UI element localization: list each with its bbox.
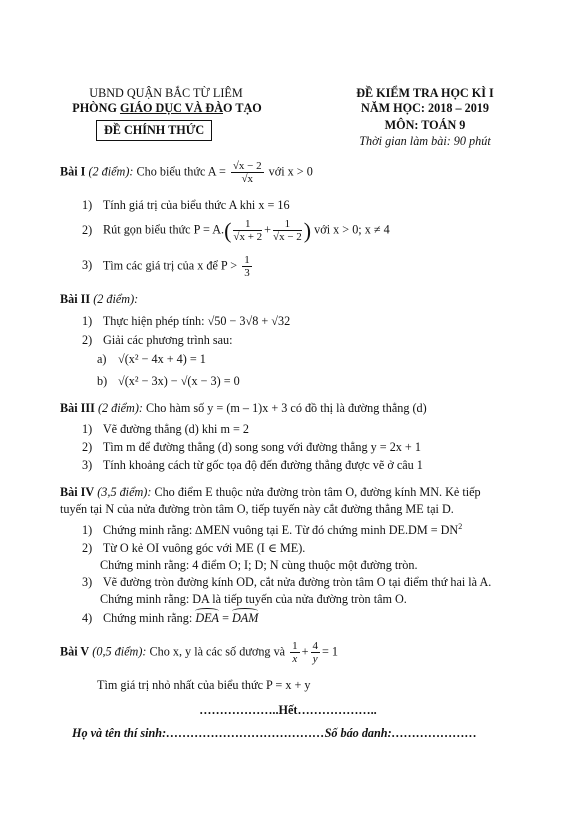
item-text: Vẽ đường thẳng (d) khi m = 2 [102, 422, 250, 436]
item-number: 1) [82, 422, 93, 436]
bai4-intro-1: Cho điểm E thuộc nửa đường tròn tâm O, đường kính MN. Kẻ tiếp [154, 485, 481, 499]
bai2-item-1 [82, 314, 290, 329]
item-text: Tính giá trị của biểu thức A khi x = 16 [102, 198, 290, 212]
bai5-intro: Cho x, y là các số dương và [149, 644, 286, 659]
bai1-A-fraction [231, 160, 264, 185]
item-number: 1) [82, 314, 93, 328]
bai4-item-1 [82, 522, 462, 538]
equals-one: = 1 [322, 644, 339, 659]
bai1-heading [60, 160, 313, 185]
candidate-id-field: Số báo danh:………………… [324, 726, 477, 740]
equals-sign: = [222, 611, 229, 625]
bai4-item-2-cont: Chứng minh rằng: 4 điểm O; I; D; N cùng thuộc một đường tròn. [100, 558, 418, 572]
bai1-points: (2 điểm): [88, 164, 134, 179]
bai2-item-2 [82, 333, 233, 348]
bai1-intro: Cho biểu thức A = [136, 164, 226, 179]
bai3-label: Bài III [60, 401, 95, 415]
header-left-line2-underlined: GIÁO DỤC VÀ ĐÀ [119, 101, 224, 115]
arc-dea: DEA [195, 611, 220, 625]
bai4-item-3-cont: Chứng minh rằng: DA là tiếp tuyến của nửa đường tròn tâm O. [100, 592, 407, 606]
header-right-line1: ĐỀ KIỂM TRA HỌC KÌ I [356, 86, 494, 100]
bai5-task: Tìm giá trị nhỏ nhất của biểu thức P = x + y [97, 678, 311, 692]
item-number: 2) [82, 333, 93, 347]
bai1-condition: với x > 0 [268, 164, 313, 179]
bai4-item-3 [82, 575, 491, 590]
arc-dam: DAM [231, 611, 259, 625]
official-badge: ĐỀ CHÍNH THỨC [96, 120, 212, 141]
item-text: Giải các phương trình sau: [103, 333, 233, 347]
item-text: Chứng minh rằng: [103, 611, 193, 625]
item-number: 3) [82, 575, 93, 589]
bai2-sub-b [97, 374, 240, 389]
item-text: Thực hiện phép tính: [102, 314, 205, 328]
denominator: y [312, 653, 318, 666]
sub-expression: √(x² − 3x) − √(x − 3) = 0 [118, 374, 240, 388]
bai3-points: (2 điểm): [97, 401, 143, 415]
item-text: Tìm các giá trị của x để P > [102, 258, 238, 273]
bai1-item-1 [82, 198, 290, 213]
header-right-line4: Thời gian làm bài: 90 phút [359, 134, 491, 148]
numerator: 1 [292, 640, 298, 652]
bai5-points: (0,5 điểm): [92, 644, 147, 659]
bai3-item-1 [82, 422, 249, 437]
paren-open: ( [224, 218, 232, 243]
bai2-sub-a [97, 352, 206, 367]
bai1-p-fraction-2 [273, 218, 302, 243]
header-left-line2 [56, 101, 278, 116]
item-text: Từ O kẻ OI vuông góc với ME (I ∈ ME). [102, 541, 306, 555]
item-text: Rút gọn biểu thức P = A. [103, 222, 225, 237]
superscript: 2 [458, 522, 463, 531]
bai4-heading [60, 485, 481, 500]
item-condition: với x > 0; x ≠ 4 [314, 222, 390, 237]
sub-label: b) [97, 374, 108, 388]
bai1-item-3 [82, 254, 254, 279]
footer-fields [72, 726, 477, 741]
bai1-A-numerator: √x − 2 [232, 160, 262, 172]
bai3-intro: Cho hàm số y = (m – 1)x + 3 có đồ thị là đường thẳng (d) [146, 401, 427, 415]
bai4-intro-2: tuyến tại N của nửa đường tròn tâm O, tiếp tuyến này cắt đường thẳng ME tại D. [60, 502, 454, 516]
paren-close: ) [303, 218, 312, 243]
item-text: Tìm m để đường thẳng (d) song song với đường thẳng y = 2x + 1 [102, 440, 421, 454]
bai1-item-2 [82, 217, 390, 245]
numerator: 1 [273, 218, 302, 231]
numerator: 1 [233, 218, 262, 231]
bai2-heading [60, 292, 138, 307]
denominator: 3 [244, 267, 250, 280]
bai4-item-4 [82, 611, 258, 626]
numerator: 1 [244, 254, 250, 266]
plus-sign: + [301, 644, 309, 659]
item-number: 1) [82, 198, 93, 212]
bai1-A-denominator: √x [241, 173, 254, 186]
bai3-item-3 [82, 458, 423, 473]
bai5-fraction-1 [290, 640, 300, 665]
bai5-label: Bài V [60, 644, 90, 659]
item-number: 2) [82, 541, 93, 555]
denominator: x [292, 653, 298, 666]
bai3-item-2 [82, 440, 421, 455]
sub-expression: √(x² − 4x + 4) = 1 [118, 352, 206, 366]
item-text: Chứng minh rằng: ∆MEN vuông tại E. Từ đó chứng minh DE.DM = DN [103, 523, 459, 538]
header-right-line3: MÔN: TOÁN 9 [384, 118, 466, 132]
bai2-label: Bài II [60, 292, 91, 306]
header-right-line2: NĂM HỌC: 2018 – 2019 [361, 101, 489, 115]
header-left-line2-post: O TẠO [223, 101, 262, 115]
bai5-fraction-2 [311, 640, 321, 665]
bai4-item-2 [82, 541, 305, 556]
bai4-points: (3,5 điểm): [97, 485, 152, 499]
item-number: 3) [82, 258, 93, 273]
header-left-line2-pre: PHÒNG [72, 101, 120, 115]
item-expression: √50 − 3√8 + √32 [207, 314, 291, 328]
bai1-third-fraction [242, 254, 252, 279]
bai5-heading [60, 640, 338, 665]
item-text: Tính khoảng cách từ gốc tọa độ đến đường thẳng được vẽ ở câu 1 [102, 458, 423, 472]
bai2-points: (2 điểm): [93, 292, 139, 306]
header-left-line1: UBND QUẬN BẮC TỪ LIÊM [89, 86, 243, 100]
bai1-label: Bài I [60, 164, 86, 179]
candidate-name-field: Họ và tên thí sinh:………………………………… [72, 726, 325, 740]
bai1-p-fraction-1 [233, 218, 262, 243]
bai4-label: Bài IV [60, 485, 95, 499]
item-number: 1) [82, 523, 93, 538]
denominator: √x − 2 [273, 231, 302, 244]
sub-label: a) [97, 352, 107, 366]
bai3-heading [60, 401, 427, 416]
numerator: 4 [312, 640, 318, 652]
plus-sign: + [264, 222, 272, 237]
item-number: 4) [82, 611, 93, 625]
item-number: 2) [82, 222, 93, 237]
item-number: 3) [82, 458, 93, 472]
denominator: √x + 2 [233, 231, 263, 244]
item-number: 2) [82, 440, 93, 454]
end-marker: ………………..Hết……………….. [199, 703, 377, 717]
item-text: Vẽ đường tròn đường kính OD, cắt nửa đường tròn tâm O tại điểm thứ hai là A. [102, 575, 492, 589]
